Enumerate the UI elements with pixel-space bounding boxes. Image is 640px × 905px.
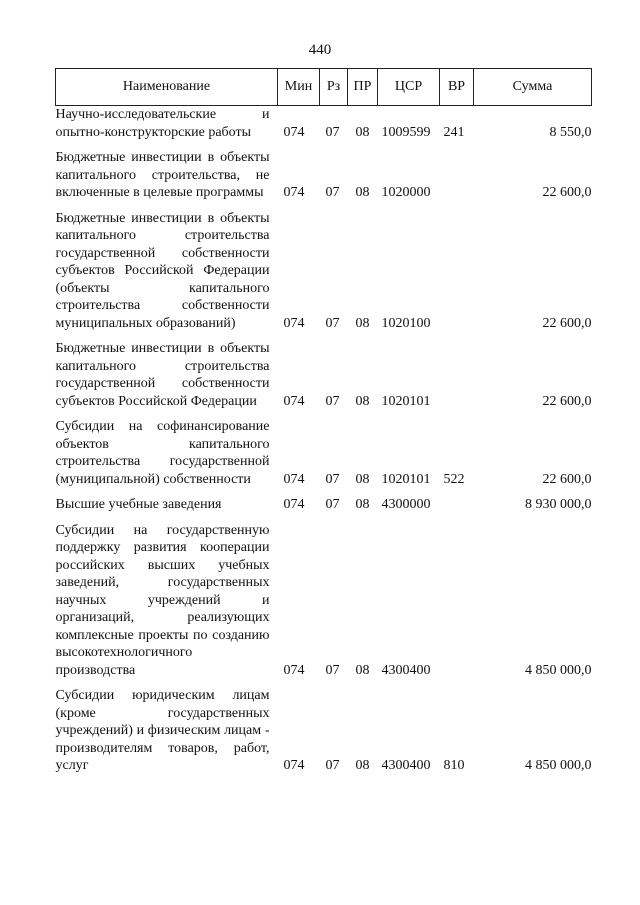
header-csr: ЦСР [378, 69, 440, 106]
row-vr [440, 141, 474, 202]
row-sum: 22 600,0 [542, 185, 592, 200]
row-min: 074 [283, 185, 305, 200]
row-name: Бюджетные инвестиции в объекты капитального строительства, не включенные в целевые программы [55, 150, 270, 200]
table-row [56, 332, 592, 410]
row-min: 074 [283, 471, 305, 487]
row-sum: 22 600,0 [542, 393, 592, 409]
row-rz: 07 [325, 315, 340, 331]
row-min: 074 [283, 315, 305, 331]
table-header [56, 69, 592, 106]
table-row [56, 514, 592, 680]
row-csr: 4300000 [381, 497, 431, 512]
row-pr: 08 [355, 662, 370, 678]
row-csr: 1020000 [381, 185, 431, 200]
row-rz: 07 [325, 758, 340, 773]
row-sum: 22 600,0 [542, 471, 592, 487]
row-min: 074 [283, 662, 305, 678]
row-pr: 08 [355, 471, 370, 487]
row-rz: 07 [325, 471, 340, 487]
row-name: Высшие учебные заведения [55, 497, 222, 512]
row-min: 074 [283, 393, 305, 409]
row-name: Субсидии на софинансирование объектов капитального строительства государственной (муниципальной) собственности [55, 419, 270, 487]
row-min: 074 [283, 124, 305, 140]
row-pr: 08 [355, 185, 370, 200]
row-sum: 22 600,0 [542, 315, 592, 331]
row-csr: 1020101 [381, 471, 431, 487]
row-name: Субсидии на государственную поддержку развития кооперации российских высших учебных заведений, государственных научных учреждений и организаций, реализующих комплексные проекты по созданию высокотехнологичного производства [55, 522, 270, 678]
row-rz: 07 [325, 124, 340, 140]
row-name: Бюджетные инвестиции в объекты капитального строительства государственной собственности субъектов Российской Федерации [55, 341, 270, 409]
page-number: 440 [308, 42, 332, 58]
row-vr: 522 [443, 471, 465, 487]
row-csr: 4300400 [381, 758, 431, 773]
row-rz: 07 [325, 497, 340, 512]
row-rz: 07 [325, 393, 340, 409]
row-sum: 8 930 000,0 [525, 497, 592, 512]
table-row [56, 202, 592, 333]
row-name: Субсидии юридическим лицам (кроме государственных учреждений) и физическим лицам - производителям товаров, работ, услуг [55, 688, 270, 773]
row-rz: 07 [325, 185, 340, 200]
budget-table [55, 68, 592, 775]
row-sum: 8 550,0 [549, 124, 592, 140]
table-row [56, 410, 592, 488]
row-sum: 4 850 000,0 [525, 662, 592, 678]
header-rz: Рз [320, 69, 348, 106]
row-csr: 1020101 [381, 393, 431, 409]
table-row [56, 106, 592, 142]
row-vr: 810 [443, 758, 465, 773]
row-csr: 1009599 [381, 124, 431, 140]
row-vr [440, 514, 474, 680]
row-pr: 08 [355, 758, 370, 773]
header-pr: ПР [348, 69, 378, 106]
header-min: Мин [278, 69, 320, 106]
table-row [56, 679, 592, 775]
row-min: 074 [283, 497, 305, 512]
row-pr: 08 [355, 124, 370, 140]
row-vr [440, 488, 474, 514]
row-sum: 4 850 000,0 [525, 758, 592, 773]
table-body [56, 106, 592, 775]
row-vr: 241 [443, 124, 465, 140]
row-csr: 1020100 [381, 315, 431, 331]
row-min: 074 [283, 758, 305, 773]
row-pr: 08 [355, 315, 370, 331]
row-vr [440, 202, 474, 333]
row-pr: 08 [355, 393, 370, 409]
table-row [56, 488, 592, 514]
header-sum: Сумма [474, 69, 592, 106]
row-vr [440, 332, 474, 410]
row-rz: 07 [325, 662, 340, 678]
row-pr: 08 [355, 497, 370, 512]
header-vr: ВР [440, 69, 474, 106]
row-name: Научно-исследовательские и опытно-конструкторские работы [55, 107, 270, 140]
table-row [56, 141, 592, 202]
row-csr: 4300400 [381, 662, 431, 678]
row-name: Бюджетные инвестиции в объекты капитального строительства государственной собственности субъектов Российской Федерации (объекты капитального строительства собственности муниципальных образований) [55, 210, 270, 331]
header-name: Наименование [56, 69, 278, 106]
